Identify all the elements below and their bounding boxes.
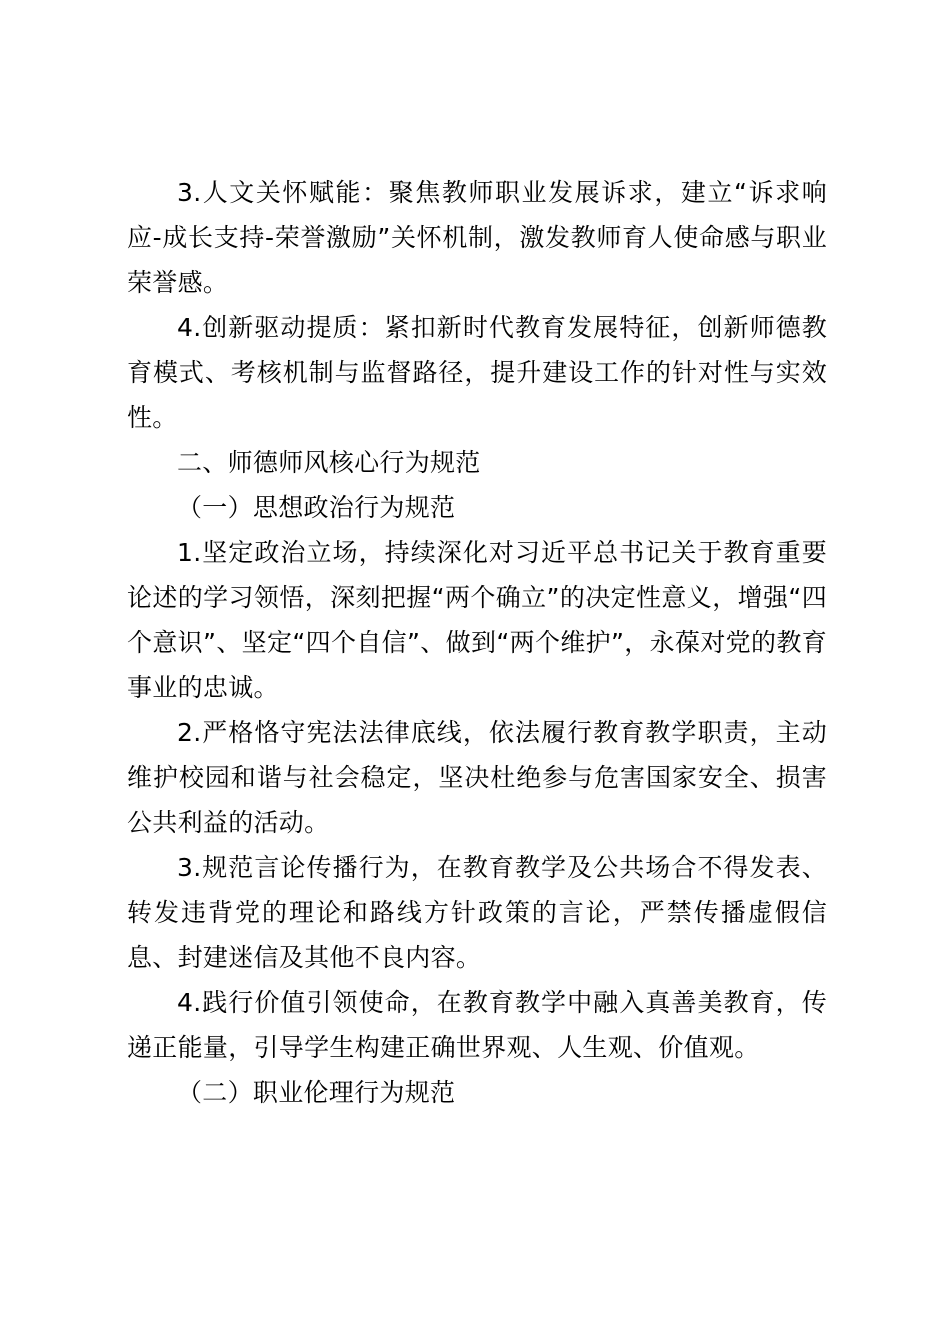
paragraph-speech-norms: 3.规范言论传播行为，在教育教学及公共场合不得发表、转发违背党的理论和路线方针政策的言论，严禁传播虚假信息、封建迷信及其他不良内容。 [127, 853, 827, 972]
document-body [127, 170, 827, 1115]
subsection-heading-political: （一）思想政治行为规范 [177, 493, 456, 522]
paragraph-innovation-drive: 4.创新驱动提质：紧扣新时代教育发展特征，创新师德教育模式、考核机制与监督路径，提升建设工作的针对性与实效性。 [127, 313, 827, 432]
paragraph-political-stance: 1.坚定政治立场，持续深化对习近平总书记关于教育重要论述的学习领悟，深刻把握“两个确立”的决定性意义，增强“四个意识”、坚定“四个自信”、做到“两个维护”，永葆对党的教育事业的忠诚。 [127, 538, 827, 702]
paragraph-humanistic-care: 3.人文关怀赋能：聚焦教师职业发展诉求，建立“诉求响应-成长支持-荣誉激励”关怀机制，激发教师育人使命感与职业荣誉感。 [127, 178, 827, 297]
section-heading-core-norms: 二、师德师风核心行为规范 [177, 448, 481, 477]
paragraph-value-guidance: 4.践行价值引领使命，在教育教学中融入真善美教育，传递正能量，引导学生构建正确世界观、人生观、价值观。 [127, 988, 827, 1062]
paragraph-law-abiding: 2.严格恪守宪法法律底线，依法履行教育教学职责，主动维护校园和谐与社会稳定，坚决杜绝参与危害国家安全、损害公共利益的活动。 [127, 718, 827, 837]
subsection-heading-ethics: （二）职业伦理行为规范 [177, 1078, 456, 1107]
